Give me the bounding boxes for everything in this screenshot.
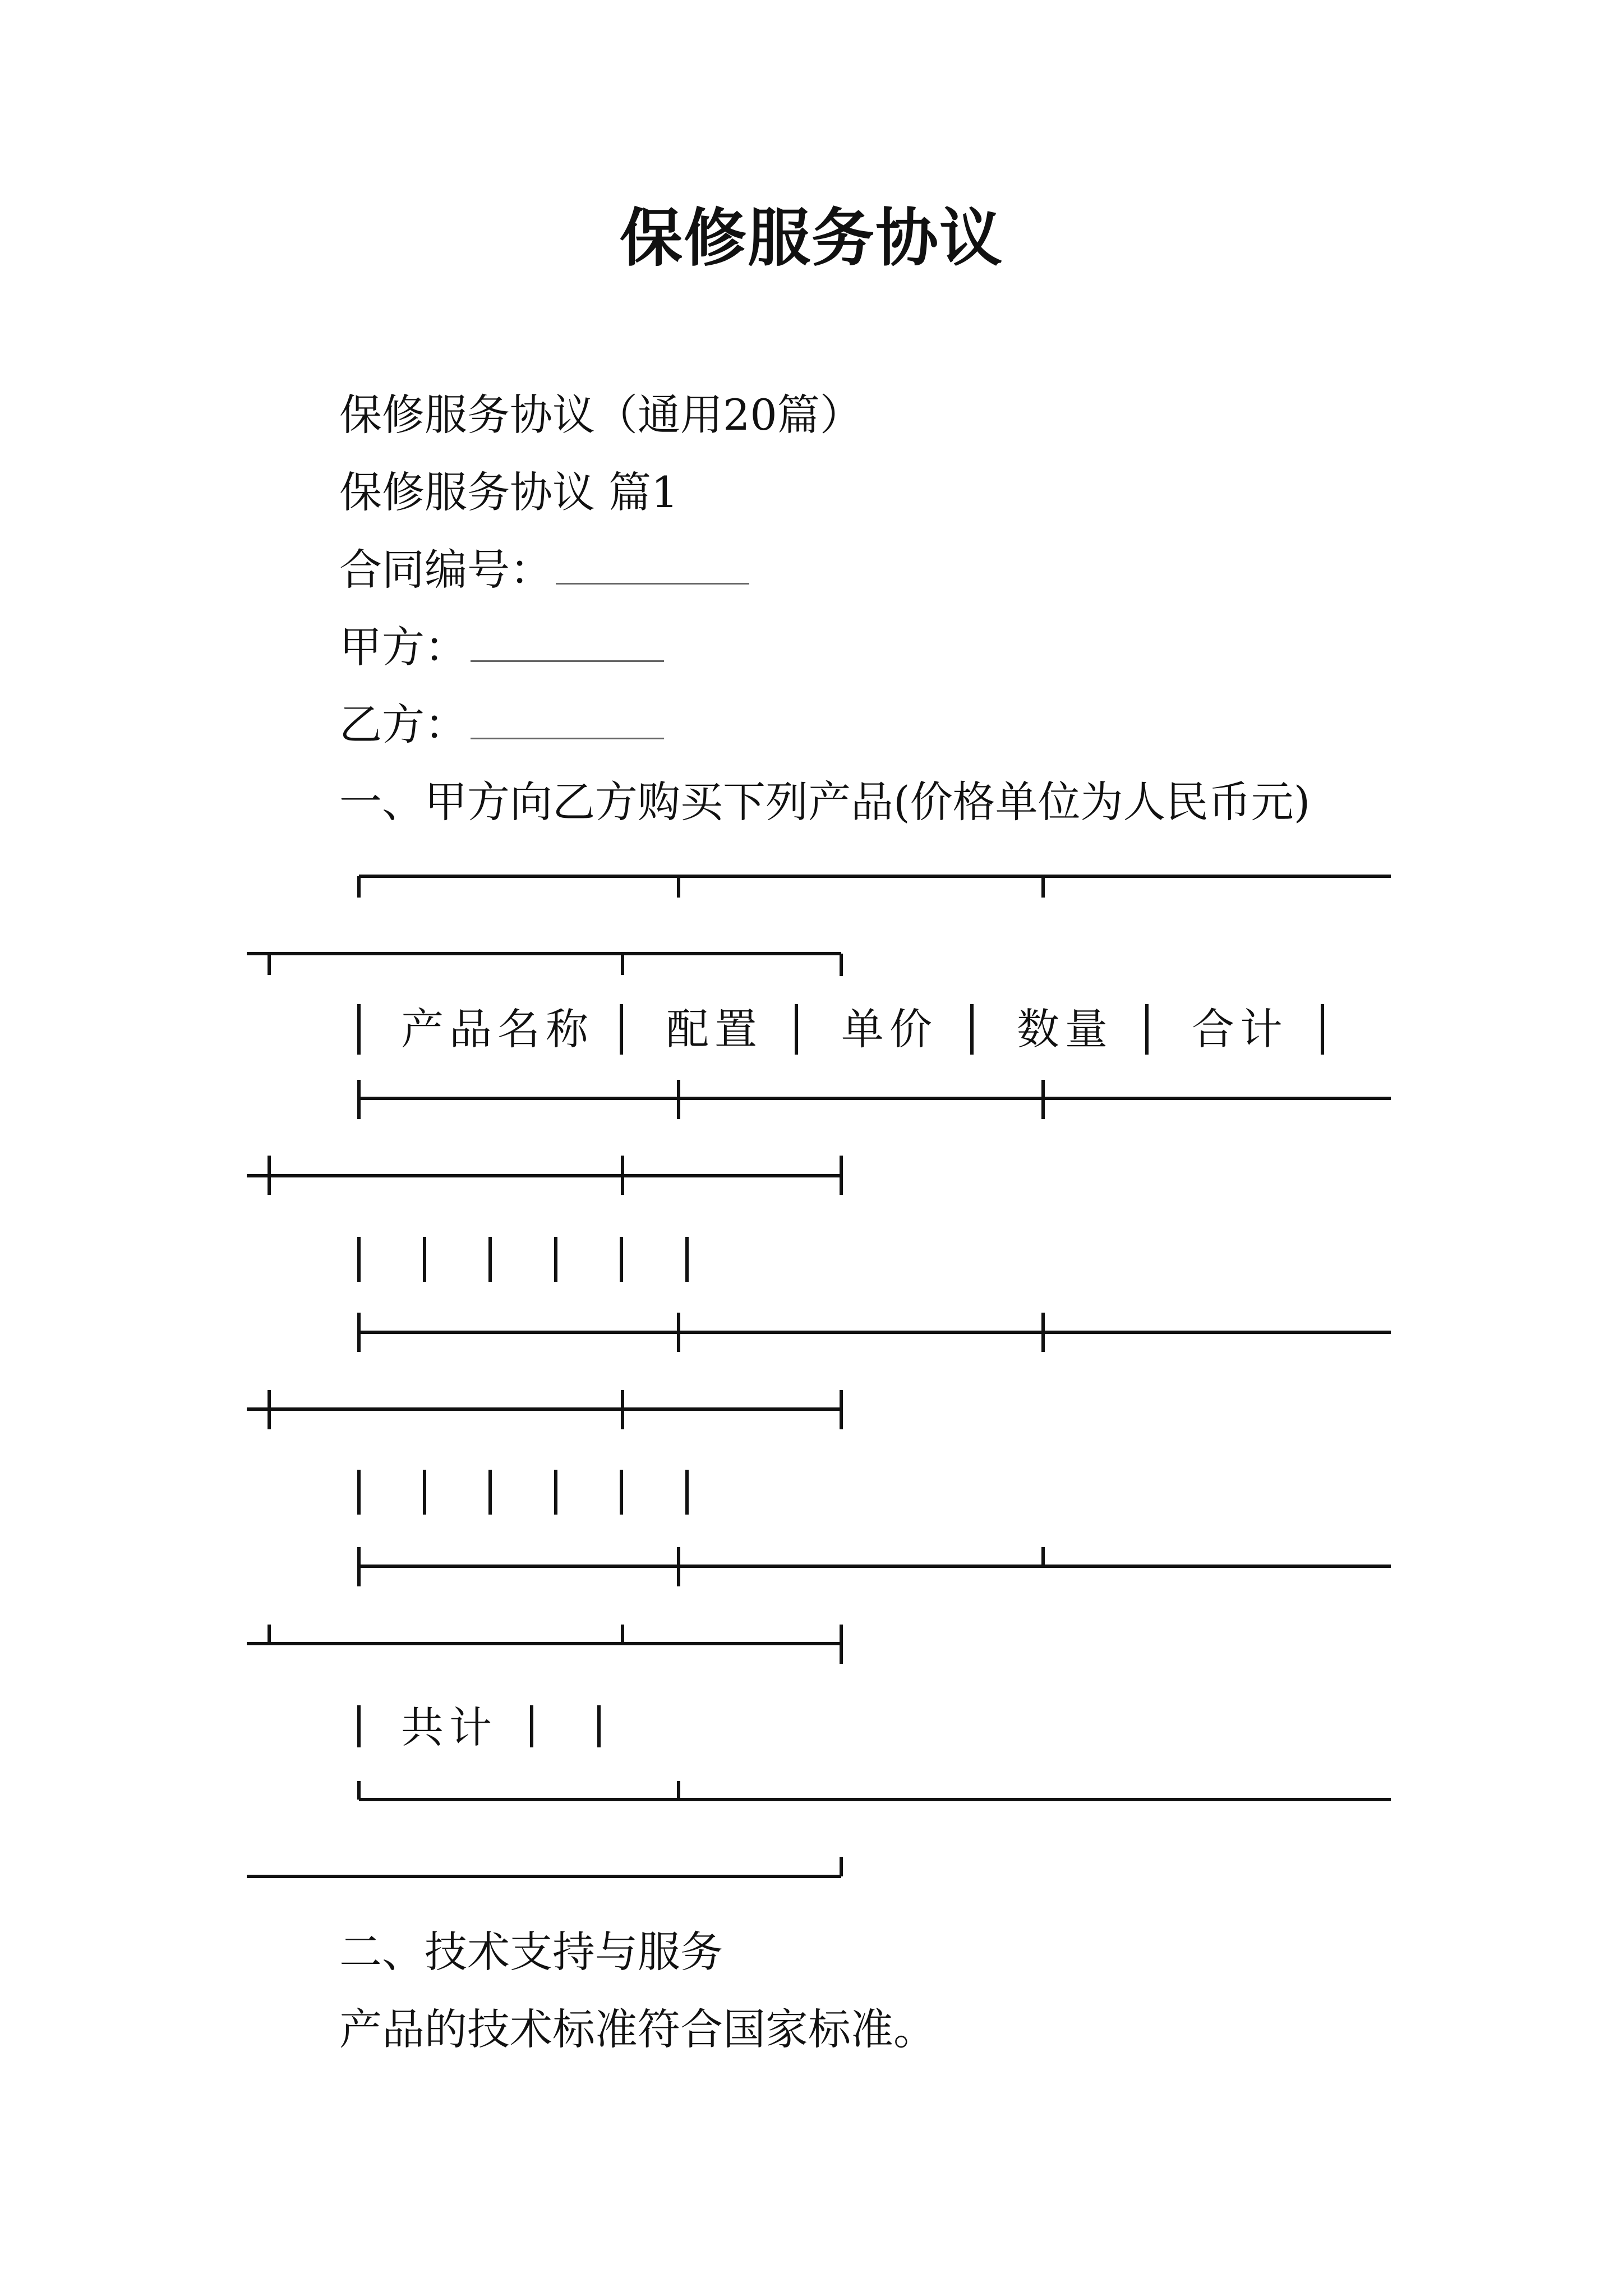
- party-a-label: 甲方：: [339, 622, 467, 672]
- clause-2-text: 产品的技术标准符合国家标准。: [339, 2004, 936, 2054]
- table-header-configuration: 配置: [666, 1004, 763, 1054]
- party-b-label: 乙方：: [339, 700, 467, 749]
- table-header-product-name: 产品名称: [401, 1004, 594, 1054]
- table-header-unit-price: 单价: [841, 1004, 938, 1054]
- clause-2-title: 二、技术支持与服务: [339, 1927, 723, 1977]
- table-header-total: 合计: [1192, 1004, 1288, 1054]
- table-total-label: 共计: [401, 1703, 497, 1752]
- section-heading: 保修服务协议 篇1: [339, 467, 679, 517]
- party-a-row: [339, 619, 664, 675]
- party-a-field[interactable]: [471, 621, 664, 662]
- table-header-quantity: 数量: [1017, 1004, 1113, 1054]
- party-b-row: [339, 697, 664, 753]
- clause-1: 一、甲方向乙方购买下列产品(价格单位为人民币元): [339, 777, 1311, 827]
- contract-number-label: 合同编号：: [339, 545, 552, 595]
- contract-number-field[interactable]: [556, 544, 749, 585]
- contract-number-row: [339, 542, 749, 598]
- party-b-field[interactable]: [471, 698, 664, 739]
- document-title: 保修服务协议: [620, 201, 1003, 275]
- document-subtitle: 保修服务协议（通用20篇）: [339, 390, 863, 440]
